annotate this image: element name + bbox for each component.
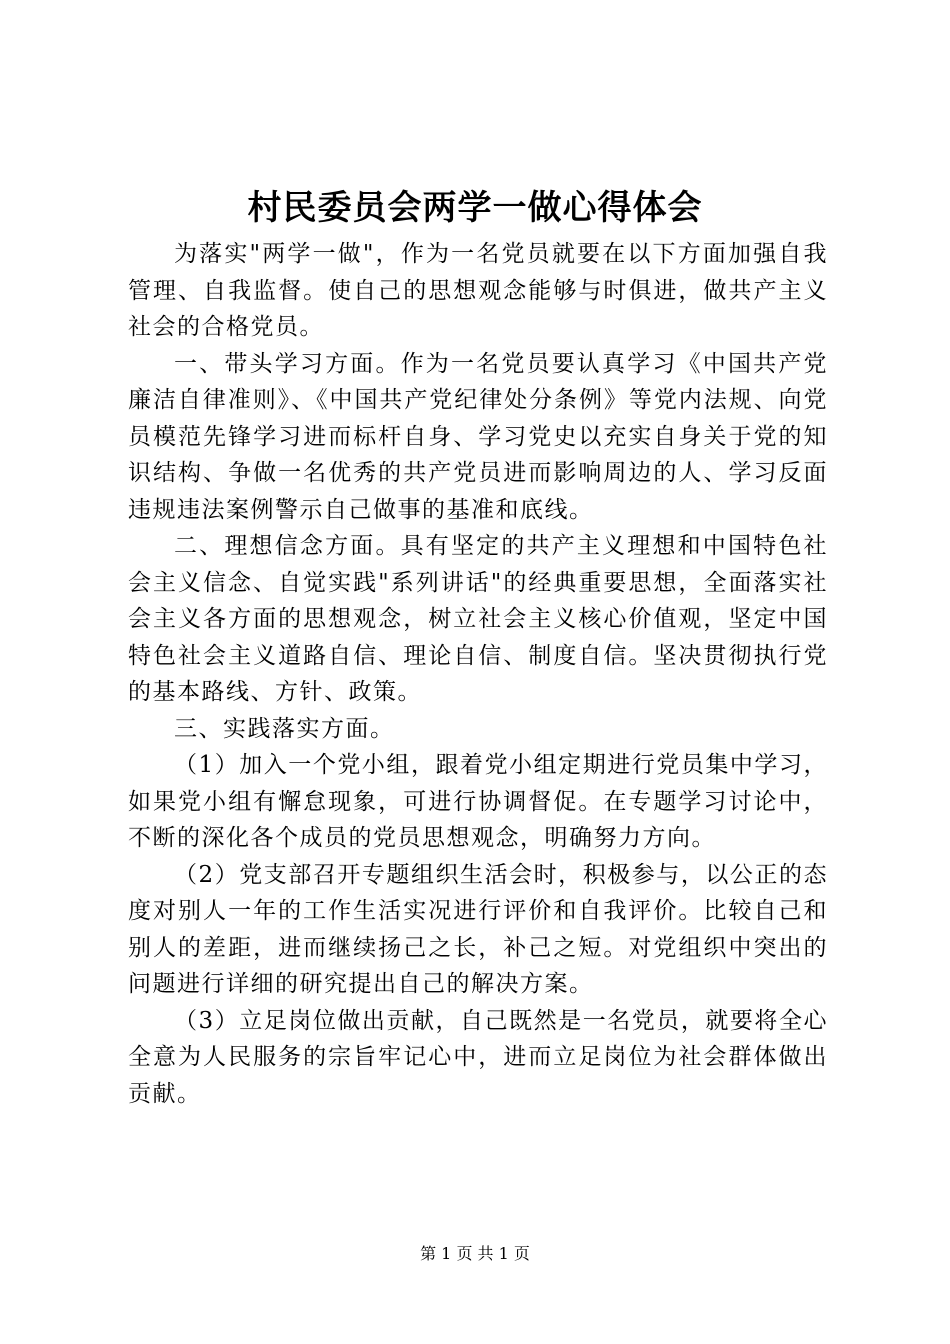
document-title: 村民委员会两学一做心得体会 — [247, 188, 703, 228]
document-body — [128, 236, 828, 1112]
practice-section-heading: 三、实践落实方面。 — [174, 715, 395, 742]
page-footer: 第 1 页 共 1 页 — [420, 1244, 530, 1263]
practice-item-1: （1）加入一个党小组，跟着党小组定期进行党员集中学习，如果党小组有懈怠现象，可进行协调督促。在专题学习讨论中，不断的深化各个成员的党员思想观念，明确努力方向。 — [128, 752, 828, 851]
intro-paragraph: 为落实"两学一做"，作为一名党员就要在以下方面加强自我管理、自我监督。使自己的思想观念能够与时俱进，做共产主义社会的合格党员。 — [128, 241, 828, 340]
study-section-paragraph: 一、带头学习方面。作为一名党员要认真学习《中国共产党廉洁自律准则》、《中国共产党纪律处分条例》等党内法规、向党员模范先锋学习进而标杆自身、学习党史以充实自身关于党的知识结构、争做一名优秀的共产党员进而影响周边的人、学习反面违规违法案例警示自己做事的基准和底线。 — [128, 350, 828, 523]
practice-item-2: （2）党支部召开专题组织生活会时，积极参与，以公正的态度对别人一年的工作生活实况进行评价和自我评价。比较自己和别人的差距，进而继续扬己之长，补己之短。对党组织中突出的问题进行详细的研究提出自己的解决方案。 — [128, 861, 828, 997]
practice-item-3: （3）立足岗位做出贡献，自己既然是一名党员，就要将全心全意为人民服务的宗旨牢记心中，进而立足岗位为社会群体做出贡献。 — [128, 1007, 828, 1107]
belief-section-paragraph: 二、理想信念方面。具有坚定的共产主义理想和中国特色社会主义信念、自觉实践"系列讲话"的经典重要思想，全面落实社会主义各方面的思想观念，树立社会主义核心价值观，坚定中国特色社会主义道路自信、理论自信、制度自信。坚决贯彻执行党的基本路线、方针、政策。 — [128, 533, 828, 705]
